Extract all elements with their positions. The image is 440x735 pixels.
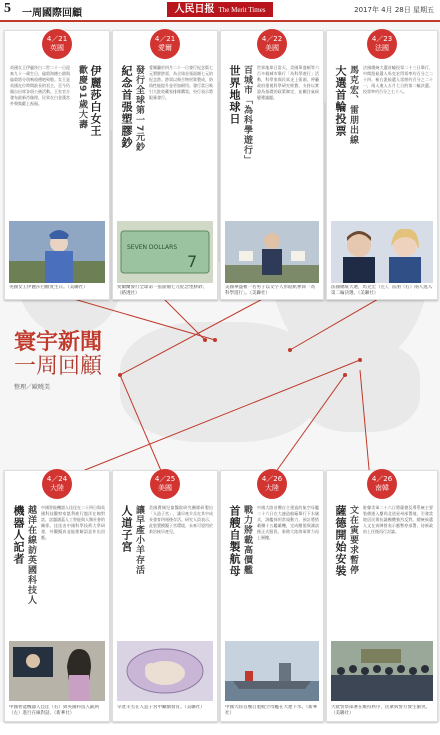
logo-text: 人民日报 (174, 4, 215, 15)
photo-caption: 大批警察部署在維持秩序，民眾與警方發生衝突。（美聯社） (331, 705, 430, 716)
card-body: 中國智能機器人佳佳在二十四日與英國科技觀察家凱利進行越洋在線對話，話題涵蓋人工智能與人類社會的關係。佳佳由中國科學技術大學研發，外觀擬真並能理解語意作出回應。 (41, 505, 105, 540)
card-subtitle: 讓早產小羊存活 (134, 505, 144, 575)
card-subtitle: 戰力將載高價艦 (242, 505, 252, 575)
card-body: 美國費城兒童醫院研究團隊研製出「人造子宮」，讓早產羊羔在其中成長發育四週後存活。研究人員表示，此裝置模擬子宮環境，未來可望用於救治極早產兒。 (149, 505, 213, 534)
march-for-science-photo (225, 221, 319, 283)
police-protest-photo (331, 641, 433, 701)
badge-region: 大陸 (265, 484, 279, 492)
banknote-photo (117, 221, 213, 283)
badge-region: 大陸 (50, 484, 64, 492)
news-card-ireland-note (112, 30, 218, 300)
date-badge (367, 29, 397, 59)
card-title: 首艘自製航母 (228, 505, 241, 577)
logo-english: The Merit Times (218, 6, 266, 14)
card-body: 愛爾蘭於四月二十一日發行紀念版七元塑膠鈔票，為全球首張面額七元的紀念鈔。鈔票以聚合物材質製成，防偽性能提升並更加耐用。發行當日吸引大批收藏家排隊購買，央行表示將限量發行。 (149, 65, 213, 100)
card-subtitle: 歡慶91歲大壽 (77, 65, 87, 130)
card-subtitle: 文在寅要求暫停 (348, 505, 358, 575)
card-title: 紀念首張塑膠鈔 (120, 65, 133, 149)
center-title-block (14, 330, 104, 391)
photo-caption: 早產羊羔在人造子宮中繼續發育。（美聯社） (117, 705, 205, 710)
page-section-title: 一周國際回顧 (22, 8, 82, 19)
banknote-text: SEVEN DOLLARS (127, 244, 178, 251)
card-subtitle: 馬克宏、雷朋出線 (348, 65, 358, 145)
card-title: 人道子宮 (120, 505, 133, 553)
date-badge (257, 469, 287, 499)
badge-date: 4／21 (46, 35, 68, 43)
page-header (0, 0, 440, 22)
badge-date: 4／24 (46, 475, 68, 483)
main-subtitle: 一周回顧 (14, 353, 103, 378)
issue-date: 2017年 4月 28日 星期五 (354, 6, 434, 14)
main-title: 寰宇新聞 (14, 329, 103, 354)
badge-date: 4／22 (261, 35, 283, 43)
date-badge (257, 29, 287, 59)
photo-caption: 英國女王伊麗莎白歡度生日。（美聯社） (9, 285, 88, 290)
news-card-korea-thaad (326, 470, 438, 722)
card-title: 伊麗莎白女王 (89, 65, 102, 137)
news-card-china-robot (4, 470, 110, 722)
card-body: 駐韓美軍二十六日將薩德反導系統主要裝備運入慶尚北道星州部署地，引發當地居民與抗議團體強烈反對。總統候選人文在寅陣營表示應暫停部署，待新政府上任後再行討論。 (363, 505, 433, 534)
date-badge (42, 469, 72, 499)
card-title: 機器人記者 (12, 505, 25, 565)
badge-region: 南韓 (375, 484, 389, 492)
date-badge (150, 469, 180, 499)
date-badge (367, 469, 397, 499)
card-title: 世界地球日 (228, 65, 241, 125)
date-badge (150, 29, 180, 59)
badge-date: 4／26 (371, 475, 393, 483)
date-badge (42, 29, 72, 59)
photo-caption: 美國華盛頓一名男子以文字人形貼紙參與「為科學遊行」。（美聯社） (225, 285, 315, 296)
robot-interview-photo (9, 641, 105, 701)
news-card-us-artificial-womb (112, 470, 218, 722)
card-title: 大選首輪投票 (334, 65, 347, 137)
card-subtitle: 百城市「為科學遊行」 (242, 65, 252, 165)
lamb-womb-photo (117, 641, 213, 701)
photo-caption: 中國大陸首艘自製航空母艦在大連下水。（新華社） (225, 705, 318, 716)
photo-caption: 法國總統大選，馬克宏（左）、雷朋（右）兩人進入第二輪決選。（美聯社） (331, 285, 433, 296)
card-subtitle: 越洋在線訪英國科技人 (26, 505, 36, 605)
card-body: 法國總統大選首輪投票二十三日舉行，中間派候選人馬克宏得票率約百分之二十四，極右派候選人雷朋約百分之二十一，兩人進入五月七日的第二輪決選。投票率約百分之七十八。 (363, 65, 433, 94)
news-card-china-carrier (220, 470, 324, 722)
card-body: 英國女王伊麗莎白二世二十一日迎來九十一歲生日，倫敦海德公園與倫敦塔分別鳴放禮炮致敬。女王是英國在位時間最長的君主，至今仍親自出席各項公務活動。王室官方發布最新肖像照，民眾在白金漢宮外聚集獻上祝福。 (10, 65, 70, 106)
page-bottom-margin (0, 724, 440, 735)
editor-credit: 整理／歐曉美 (14, 384, 51, 391)
badge-region: 英國 (50, 44, 64, 52)
news-card-uk-queen (4, 30, 110, 300)
card-title: 薩德開始安裝 (334, 505, 347, 577)
badge-region: 美國 (265, 44, 279, 52)
candidates-photo (331, 221, 433, 283)
badge-date: 4／25 (154, 475, 176, 483)
card-subtitle: 發行全球第一7元鈔 (134, 65, 144, 153)
news-card-france-election (326, 30, 438, 300)
svg-text:7: 7 (187, 252, 198, 271)
queen-photo (9, 221, 105, 283)
badge-region: 法國 (375, 44, 389, 52)
photo-caption: 中國智能機器人佳佳（右）與英國科技人凱利（左）進行在線對話。（新華社） (9, 705, 99, 716)
aircraft-carrier-photo (225, 641, 319, 701)
page-number: 5 (4, 1, 11, 16)
photo-caption: 愛爾蘭發行全球第一張面額七元紀念塑膠鈔。（路透社） (117, 285, 207, 296)
badge-date: 4／26 (261, 475, 283, 483)
badge-region: 愛爾 (158, 44, 172, 52)
card-body: 世界地球日當天，美國華盛頓等六百多個城市舉行「為科學遊行」活動，科學家與民眾走上街頭，呼籲政府重視科學研究經費，支持以實證為基礎的政策制定，並關注氣候變遷議題。 (257, 65, 319, 100)
badge-date: 4／21 (154, 35, 176, 43)
badge-region: 美國 (158, 484, 172, 492)
card-body: 中國大陸首艘自主建造的航空母艦二十六日在大連造船廠舉行下水儀式，該艦採用常規動力，預計將搭載殲十五艦載機，完成舾裝與測試後正式服役，象徵大陸海軍實力再上層樓。 (257, 505, 319, 540)
badge-date: 4／23 (371, 35, 393, 43)
news-card-us-earth-day (220, 30, 324, 300)
newspaper-logo (167, 2, 273, 17)
